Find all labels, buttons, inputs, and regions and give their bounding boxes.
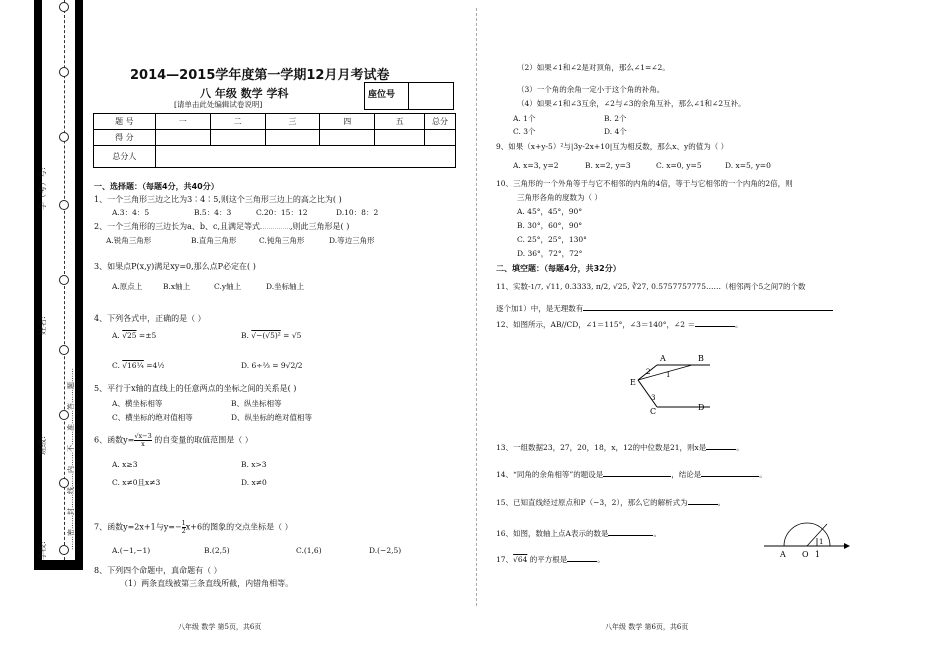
binding-hole: [59, 2, 69, 12]
question-9: 9、如果（x+y-5）²与|3y-2x+10|互为相反数，那么x、y的值为（ ）: [496, 142, 729, 151]
label-a: A: [660, 354, 666, 363]
question-16: 16、如图，数轴上点A表示的数是 。: [496, 529, 661, 538]
option-a[interactable]: A. 1个: [513, 114, 536, 123]
option-a[interactable]: A. √25 =±5: [112, 331, 157, 340]
answer-blank[interactable]: [583, 310, 833, 311]
option-d[interactable]: D. x=5, y=0: [725, 161, 771, 170]
option-c[interactable]: C.(1,6): [296, 546, 322, 555]
option-c[interactable]: C. 25°，25°，130°: [517, 235, 587, 244]
option-d[interactable]: D.(−2,5): [369, 546, 402, 555]
binding-hole: [59, 200, 69, 210]
option-c[interactable]: C.20：15：12: [256, 208, 308, 217]
score-table: [93, 113, 456, 168]
option-b[interactable]: B.5：4：3: [194, 208, 232, 217]
question-6: 6、函数y= $\frac{√x-3}{x}$ 的自变量的取值范围是（ ）: [94, 432, 253, 449]
answer-blank[interactable]: [701, 476, 759, 477]
answer-blank[interactable]: [608, 535, 653, 536]
tick-label: 1: [815, 550, 821, 559]
question-17: 17、√64 的平方根是 。: [496, 555, 605, 564]
question-2: 2、一个三角形的三边长为a、b、c,且满足等式 ,则此三角形是( ): [94, 222, 350, 231]
question-8: 8、下列四个命题中，真命题有（ ）: [94, 566, 222, 575]
label-e: E: [630, 378, 636, 387]
label-o: O: [802, 550, 809, 559]
unit-label: 1: [819, 538, 824, 546]
question-12: 12、如图所示，AB//CD，∠1＝115°，∠3＝140°，∠2 ＝ 。: [496, 320, 743, 329]
option-a[interactable]: A.(−1,−1): [112, 546, 151, 555]
option-d[interactable]: D. x≠0: [241, 478, 267, 487]
option-b[interactable]: B. √−(√5)² = √5: [241, 331, 302, 340]
option-b[interactable]: B.(2,5): [204, 546, 230, 555]
binding-hole: [59, 132, 69, 142]
school-label: 学校:: [38, 541, 47, 560]
answer-blank[interactable]: [688, 504, 718, 505]
option-a[interactable]: A.锐角三角形: [106, 236, 152, 245]
option-a[interactable]: A.原点上: [112, 282, 143, 291]
option-b[interactable]: B、纵坐标相等: [231, 399, 282, 408]
question-1: 1、一个三角形三边之比为3∶4∶5,则这个三角形三边上的高之比为( ): [94, 195, 342, 204]
exam-note[interactable]: [请单击此处编辑试卷说明]: [174, 100, 263, 109]
option-d[interactable]: D、纵坐标的绝对值相等: [231, 413, 313, 422]
label-a: A: [780, 550, 786, 559]
exam-title: 2014—2015学年度第一学期12月月考试卷: [130, 68, 390, 83]
table-row: 得 分: [94, 130, 456, 146]
angle-2-label: 2: [646, 368, 651, 376]
seat-label: 座位号: [368, 90, 396, 100]
option-b[interactable]: B.直角三角形: [191, 236, 237, 245]
table-row: 题 号 一 二 三 四 五 总分: [94, 114, 456, 130]
option-a[interactable]: A、横坐标相等: [112, 399, 163, 408]
option-b[interactable]: B. 30°，60°，90°: [517, 221, 583, 230]
page-footer: 八年级 数学 第5页，共6页: [178, 623, 262, 631]
label-c: C: [650, 407, 657, 416]
seal-text: ……密……封……线……内……不……准……答……题……: [67, 368, 75, 550]
exam-number-label: 学（考）号:: [38, 167, 47, 210]
class-label: 班级:: [38, 436, 47, 455]
question-8-statement-3: （3）一个角的余角一定小于这个角的补角。: [517, 85, 665, 94]
grade-subject: 八 年级 数学 学科: [200, 87, 289, 100]
option-c[interactable]: C.y轴上: [214, 282, 242, 291]
binding-hole: [59, 67, 69, 77]
option-c[interactable]: C、横坐标的绝对值相等: [112, 413, 193, 422]
figure-16-number-line: [760, 516, 850, 561]
question-14: 14、“同角的余角相等”的题设是 ，结论是 。: [496, 470, 767, 479]
angle-1-label: 1: [666, 371, 671, 379]
question-13: 13、一组数据23，27，20，18，x，12的中位数是21，则x是 。: [496, 443, 744, 452]
option-a[interactable]: A.3：4：5: [112, 208, 150, 217]
option-c[interactable]: C. √16¼ =4½: [112, 361, 165, 370]
name-label: 姓名:: [38, 316, 47, 335]
option-b[interactable]: B. x>3: [241, 460, 267, 469]
section-heading: 一、选择题：（每题4分，共40分）: [94, 182, 219, 191]
option-d[interactable]: D.坐标轴上: [266, 282, 305, 291]
answer-blank[interactable]: [567, 561, 597, 562]
angle-3-label: 3: [651, 394, 656, 402]
fold-line: [476, 8, 477, 606]
option-a[interactable]: A. x≥3: [112, 460, 138, 469]
label-d: D: [698, 403, 705, 412]
label-b: B: [698, 354, 704, 363]
option-a[interactable]: A. 45°，45°，90°: [517, 207, 583, 216]
option-c[interactable]: C.钝角三角形: [259, 236, 305, 245]
answer-blank[interactable]: [603, 476, 671, 477]
question-3: 3、如果点P(x,y)满足xy=0,那么点P必定在( ): [94, 262, 256, 271]
table-row: 总分人: [94, 146, 456, 168]
question-8-statement-4: （4）如果∠1和∠3互余，∠2与∠3的余角互补，那么∠1和∠2互补。: [517, 99, 746, 108]
figure-12-diagram: [630, 350, 720, 415]
question-4: 4、下列各式中，正确的是（ ）: [94, 314, 206, 323]
question-8-statement-2: （2）如果∠1和∠2是对顶角，那么∠1=∠2。: [517, 63, 670, 72]
question-15: 15、已知直线经过原点和P（−3，2），那么它的解析式为 。: [496, 498, 726, 507]
question-5: 5、平行于x轴的直线上的任意两点的坐标之间的关系是( ): [94, 384, 297, 393]
option-b[interactable]: B.x轴上: [163, 282, 191, 291]
binding-hole: [59, 345, 69, 355]
section-heading: 二、填空题：（每题4分，共32分）: [496, 264, 621, 273]
option-c[interactable]: C. 3个: [513, 127, 536, 136]
option-d[interactable]: D. 6÷⅔ = 9√2/2: [241, 361, 303, 370]
option-b[interactable]: B. 2个: [604, 114, 627, 123]
option-a[interactable]: A. x=3, y=2: [513, 161, 559, 170]
question-8-statement-1: （1）两条直线被第三条直线所截，内错角相等。: [120, 579, 294, 588]
option-c[interactable]: C. x=0, y=5: [656, 161, 702, 170]
option-d[interactable]: D.等边三角形: [329, 236, 375, 245]
answer-blank[interactable]: [695, 326, 735, 327]
binding-hole: [59, 275, 69, 285]
option-d[interactable]: D. 36°，72°，72°: [517, 249, 583, 258]
option-d[interactable]: D.10：8：2: [336, 208, 379, 217]
option-b[interactable]: B. x=2, y=3: [585, 161, 631, 170]
option-c[interactable]: C. x≠0且x≠3: [112, 478, 161, 487]
question-10: 10、三角形的一个外角等于与它不相邻的内角的4倍，等于与它相邻的一个内角的2倍，则: [496, 179, 793, 188]
page-footer: 八年级 数学 第6页，共6页: [605, 623, 689, 631]
option-d[interactable]: D. 4个: [604, 127, 627, 136]
question-7: 7、函数y=2x+1与y=− $\frac{1}{2}$ x+6的图象的交点坐标是（ ）: [94, 519, 293, 536]
question-11: 11、实数-1/7, √11, 0.3333, π/2, √25, ∛27, 0.5757757775……（相邻两个5之间7的个数: [496, 282, 806, 291]
answer-blank[interactable]: [706, 449, 736, 450]
